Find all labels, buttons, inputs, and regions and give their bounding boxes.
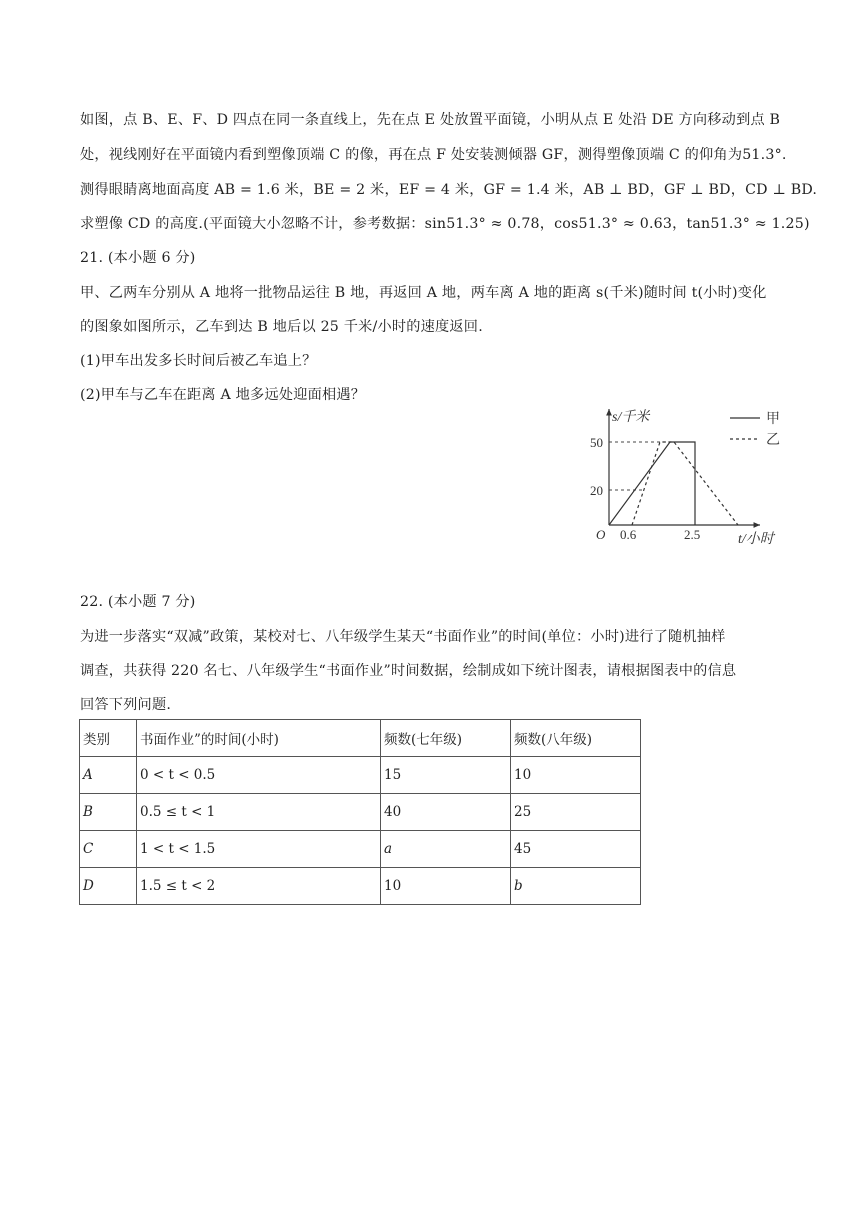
origin-label: O — [596, 527, 606, 542]
table-row — [80, 794, 641, 831]
table-cell: A — [80, 757, 137, 794]
table-row — [80, 757, 641, 794]
distance-time-graph — [590, 403, 790, 553]
legend-jia-label: 甲 — [766, 412, 780, 427]
y-axis-label: s/千米 — [612, 410, 650, 425]
table-header-cell: 类别 — [80, 720, 137, 757]
question-22-text: 为进一步落实“双减”政策，某校对七、八年级学生某天“书面作业”的时间(单位：小时)进行了随机抽样 — [80, 629, 726, 645]
x-axis-label: t/小时 — [738, 532, 774, 547]
question-21-text: 甲、乙两车分别从 A 地将一批物品运往 B 地，再返回 A 地，两车离 A 地的距离 s(千米)随时间 t(小时)变化 — [80, 285, 767, 301]
table-cell: 0 < t < 0.5 — [137, 757, 381, 794]
y-tick-label: 20 — [590, 483, 603, 498]
table-header-cell: 频数(八年级) — [511, 720, 641, 757]
question-22-header: 22. (本小题 7 分) — [80, 594, 196, 610]
series-jia-line — [609, 442, 695, 525]
table-cell: 40 — [381, 794, 511, 831]
y-tick-label: 50 — [590, 435, 603, 450]
question-22-text: 调查，共获得 220 名七、八年级学生“书面作业”时间数据，绘制成如下统计图表，请根据图表中的信息 — [80, 663, 737, 679]
question-22-text: 回答下列问题. — [80, 697, 172, 713]
table-header-row — [80, 720, 641, 757]
table-cell: 15 — [381, 757, 511, 794]
problem-text-line: 如图，点 B、E、F、D 四点在同一条直线上，先在点 E 处放置平面镜，小明从点 E 处沿 DE 方向移动到点 B — [80, 112, 781, 128]
table-cell: 0.5 ≤ t < 1 — [137, 794, 381, 831]
frequency-table — [79, 719, 641, 905]
table-row — [80, 868, 641, 905]
question-21-text: 的图象如图所示，乙车到达 B 地后以 25 千米/小时的速度返回. — [80, 319, 483, 335]
table-cell: 1 < t < 1.5 — [137, 831, 381, 868]
table-cell: b — [511, 868, 641, 905]
x-tick-label: 2.5 — [684, 527, 701, 542]
table-cell: 25 — [511, 794, 641, 831]
problem-text-line: 求塑像 CD 的高度.(平面镜大小忽略不计，参考数据：sin51.3° ≈ 0.78，cos51.3° ≈ 0.63，tan51.3° ≈ 1.25) — [80, 216, 810, 232]
table-cell: 10 — [381, 868, 511, 905]
problem-text-line: 处，视线刚好在平面镜内看到塑像顶端 C 的像，再在点 F 处安装测倾器 GF，测得塑像顶端 C 的仰角为51.3°. — [80, 147, 787, 163]
question-21-part-2: (2)甲车与乙车在距离 A 地多远处迎面相遇？ — [80, 387, 366, 403]
question-21-header: 21. (本小题 6 分) — [80, 250, 196, 266]
question-21-part-1: (1)甲车出发多长时间后被乙车追上？ — [80, 353, 317, 369]
table-row — [80, 831, 641, 868]
table-cell: 45 — [511, 831, 641, 868]
x-tick-label: 0.6 — [620, 527, 637, 542]
table-cell: D — [80, 868, 137, 905]
table-cell: C — [80, 831, 137, 868]
table-header-cell: 书面作业”的时间(小时) — [137, 720, 381, 757]
table-cell: a — [381, 831, 511, 868]
problem-text-line: 测得眼睛离地面高度 AB = 1.6 米，BE = 2 米，EF = 4 米，GF = 1.4 米，AB ⊥ BD，GF ⊥ BD，CD ⊥ BD. — [80, 182, 818, 198]
table-cell: B — [80, 794, 137, 831]
table-cell: 10 — [511, 757, 641, 794]
table-header-cell: 频数(七年级) — [381, 720, 511, 757]
table-cell: 1.5 ≤ t < 2 — [137, 868, 381, 905]
legend-yi-label: 乙 — [766, 433, 780, 448]
series-yi-line — [632, 442, 738, 525]
